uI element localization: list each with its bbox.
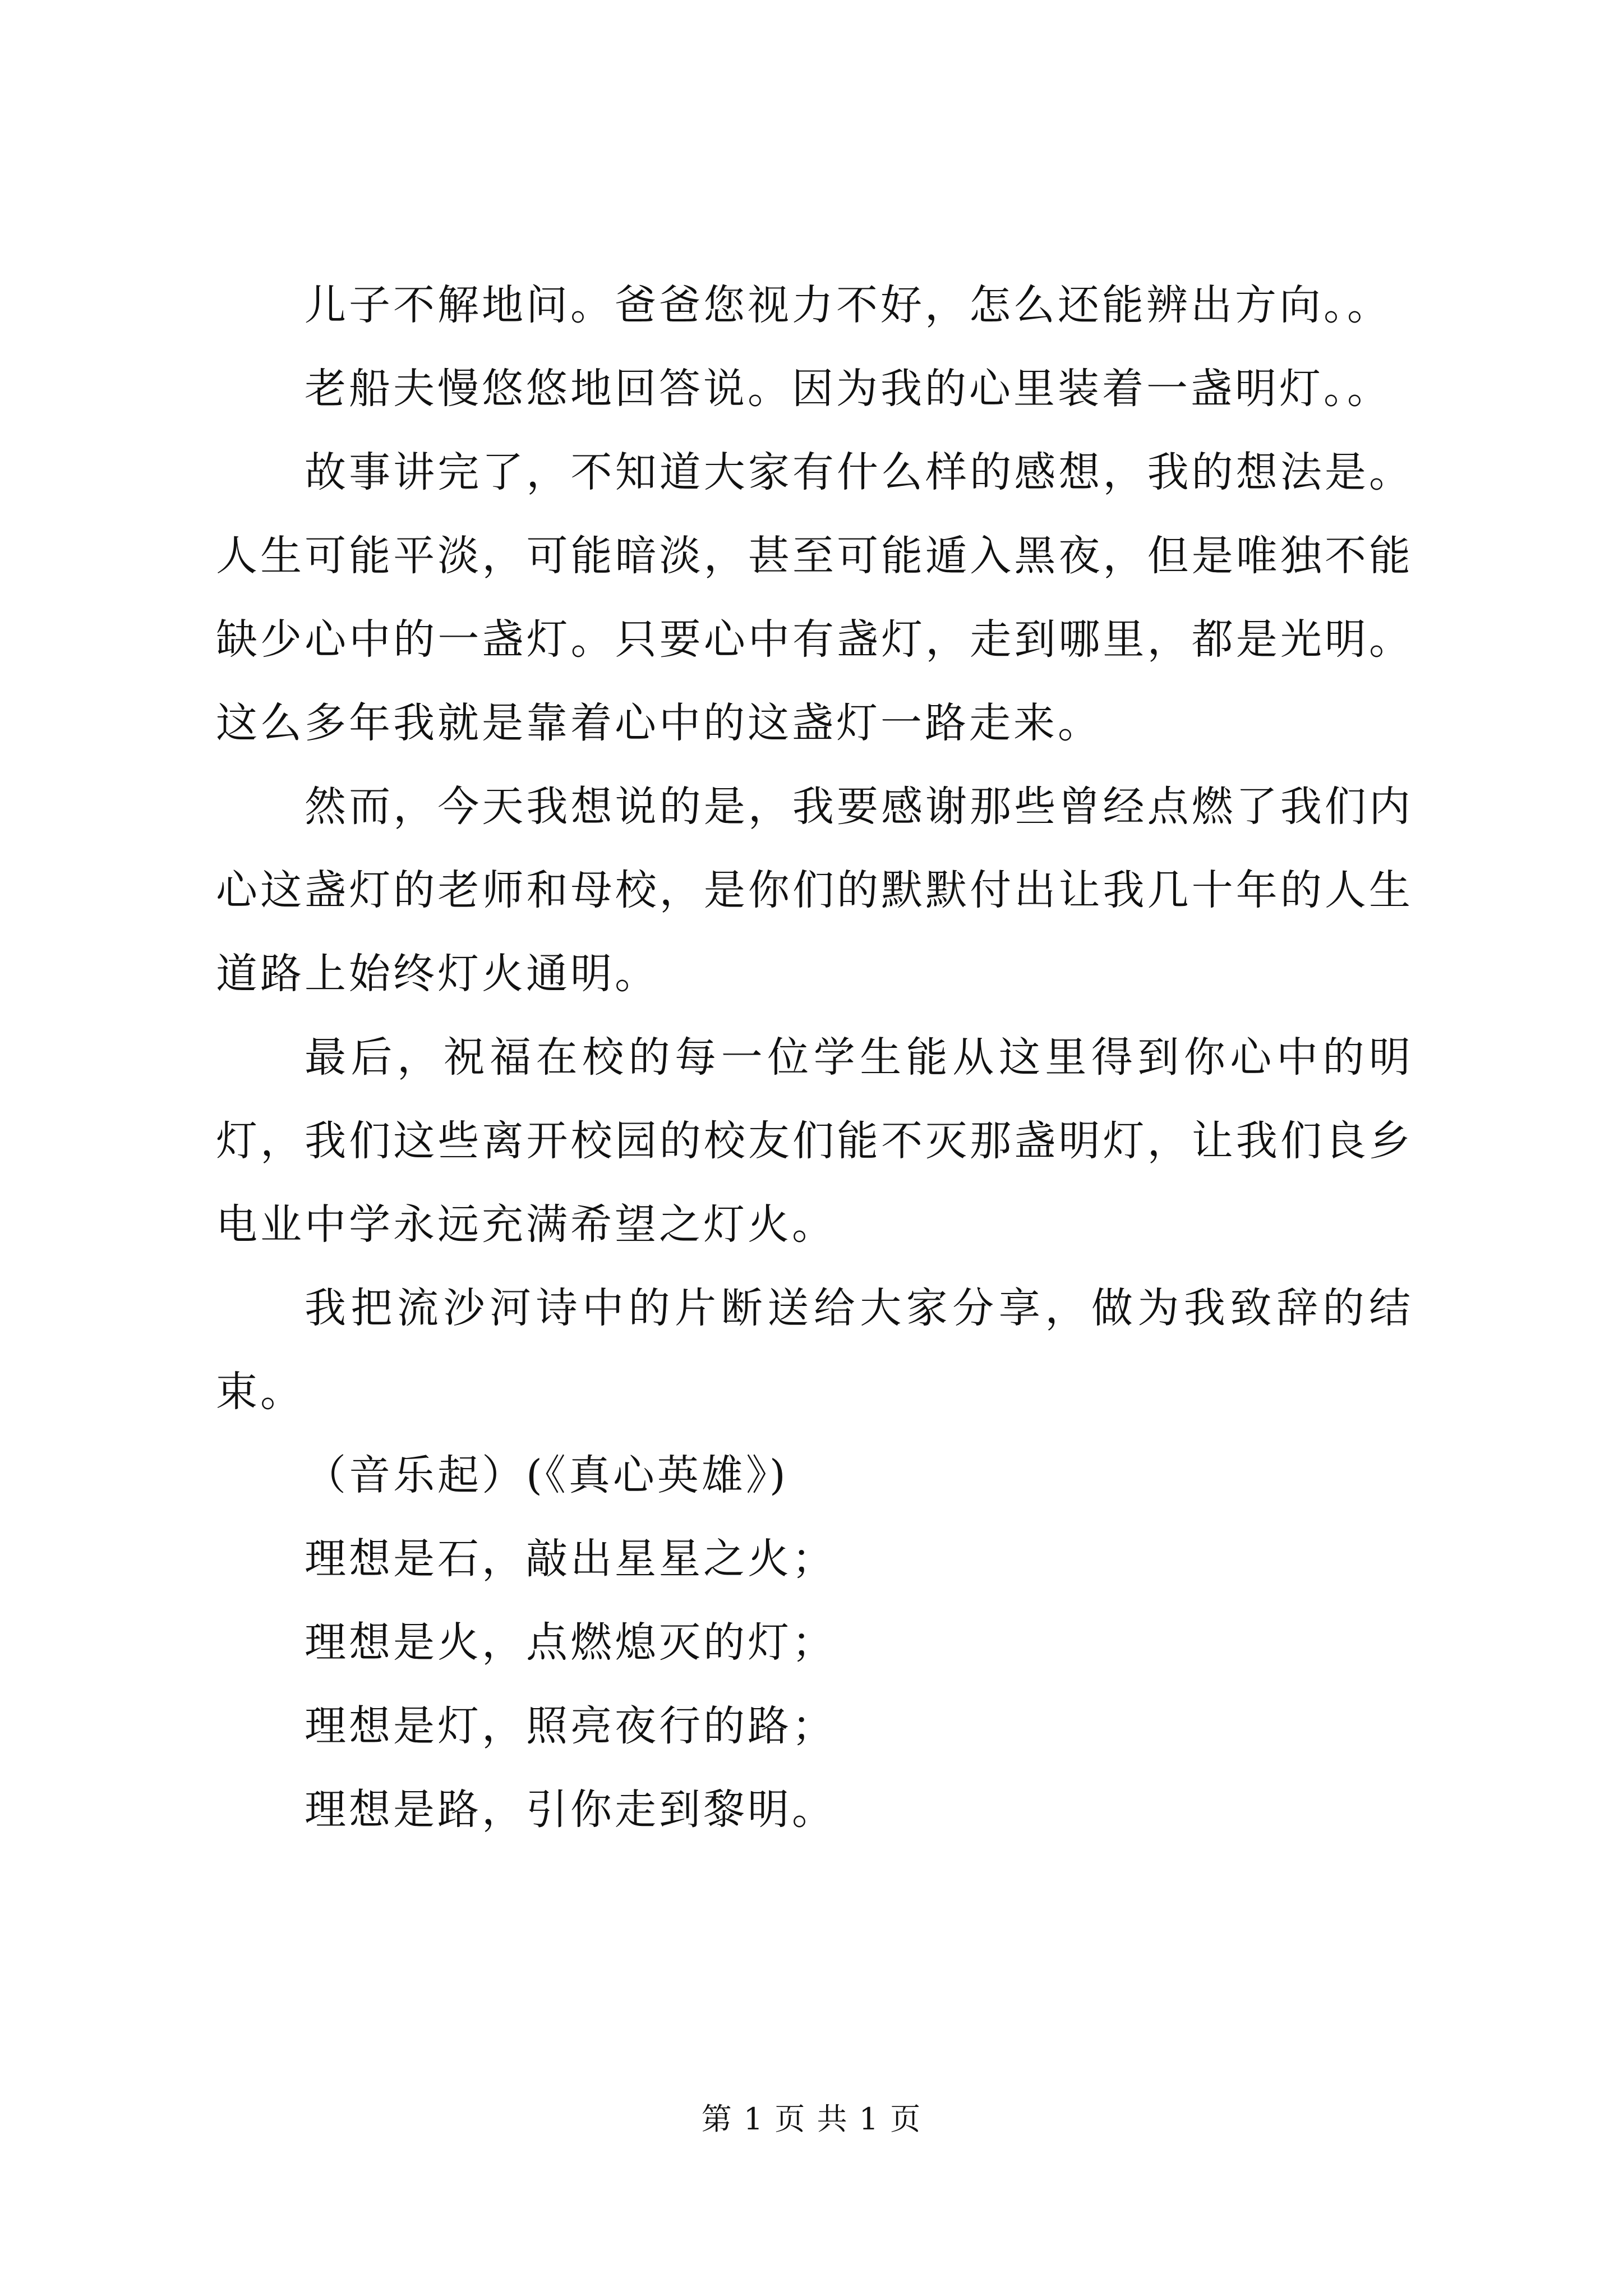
page-footer: 第 1 页 共 1 页 xyxy=(701,2101,922,2137)
paragraph: 我把流沙河诗中的片断送给大家分享，做为我致辞的结束。 xyxy=(216,1284,1413,1416)
poem-line: 理想是火，点燃熄灭的灯； xyxy=(305,1618,836,1667)
poem-line: 理想是灯，照亮夜行的路； xyxy=(305,1702,836,1750)
paragraph: 然而，今天我想说的是，我要感谢那些曾经点燃了我们内心这盏灯的老师和母校，是你们的默默付出让我几十年的人生道路上始终灯火通明。 xyxy=(216,783,1413,998)
document-body xyxy=(216,264,1413,1852)
poem-line: 理想是石，敲出星星之火； xyxy=(305,1535,836,1583)
paragraph: 儿子不解地问。爸爸您视力不好，怎么还能辨出方向。。 xyxy=(305,281,1391,329)
music-note: （音乐起）(《真心英雄》) xyxy=(305,1451,789,1499)
poem-line: 理想是路，引你走到黎明。 xyxy=(305,1786,836,1834)
paragraph: 故事讲完了，不知道大家有什么样的感想，我的想法是。人生可能平淡，可能暗淡，甚至可能遁入黑夜，但是唯独不能缺少心中的一盏灯。只要心中有盏灯，走到哪里，都是光明。这么多年我就是靠着心中的这盏灯一路走来。 xyxy=(216,448,1413,747)
paragraph: 最后，祝福在校的每一位学生能从这里得到你心中的明灯，我们这些离开校园的校友们能不灭那盏明灯，让我们良乡电业中学永远充满希望之灯火。 xyxy=(216,1033,1413,1249)
paragraph: 老船夫慢悠悠地回答说。因为我的心里装着一盏明灯。。 xyxy=(305,365,1391,413)
